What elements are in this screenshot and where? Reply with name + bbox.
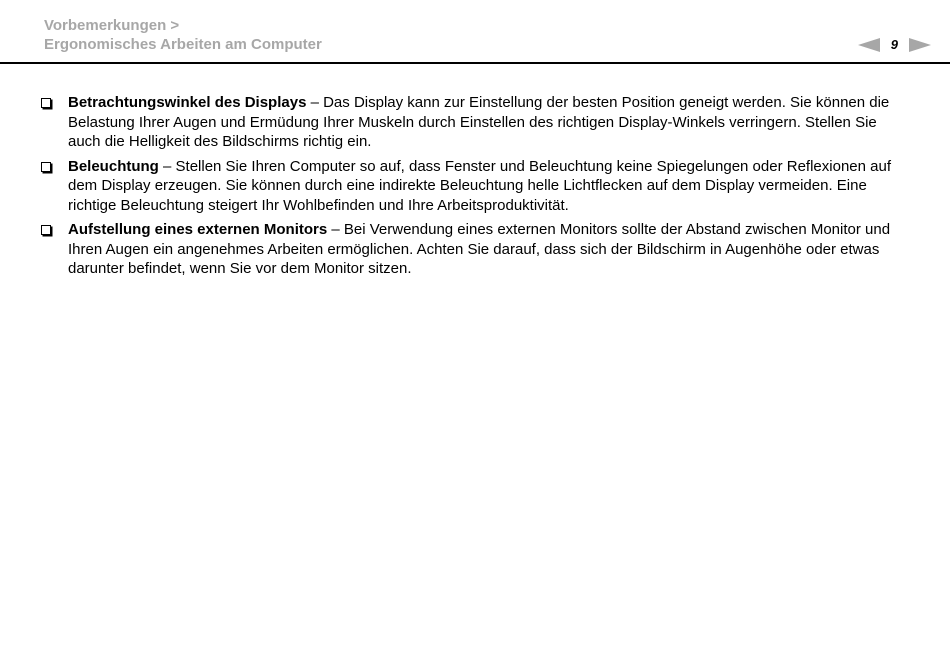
- checkbox-bullet-icon: [41, 98, 51, 108]
- item-text: – Das Display kann zur Einstellung der besten Position geneigt werden. Sie können die Belastung Ihrer Augen und Ermüdung Ihrer Muskeln durch Einstellen des richtigen Display-Winkels verringern. Stellen Sie auch die Helligkeit des Bildschirms richtig ein.: [68, 94, 890, 150]
- previous-page-icon[interactable]: [858, 38, 880, 52]
- item-term: Betrachtungswinkel des Displays: [68, 94, 307, 111]
- list-item: [40, 157, 908, 216]
- page-number: 9: [890, 37, 898, 52]
- item-text: – Bei Verwendung eines externen Monitors sollte der Abstand zwischen Monitor und Ihren Augen ein angenehmes Arbeiten ermöglichen. Achten Sie darauf, dass sich der Bildschirm in Augenhöhe oder etwas darunter befindet, wenn Sie vor dem Monitor sitzen.: [68, 221, 891, 277]
- page-header: [0, 0, 950, 63]
- item-term: Beleuchtung: [68, 157, 159, 175]
- item-text: – Stellen Sie Ihren Computer so auf, dass Fenster und Beleuchtung keine Spiegelungen oder Reflexionen auf dem Display erzeugen. Sie können durch eine indirekte Beleuchtung helle Lichtflecken auf dem Display vermeiden. Eine richtige Beleuchtung steigert Ihr Wohlbefinden und Ihre Arbeitsproduktivität.: [68, 157, 891, 214]
- breadcrumb-parent[interactable]: Vorbemerkungen >: [44, 17, 180, 34]
- list-item: [40, 220, 908, 279]
- list-item: [40, 93, 908, 152]
- item-term: Aufstellung eines externen Monitors: [68, 221, 328, 238]
- breadcrumb-current[interactable]: Ergonomisches Arbeiten am Computer: [44, 36, 322, 53]
- checkbox-bullet-icon: [41, 225, 51, 235]
- checkbox-bullet-icon: [41, 162, 51, 172]
- breadcrumb: [44, 16, 322, 54]
- header-divider: [0, 62, 950, 64]
- bullet-list: [40, 93, 908, 284]
- next-page-icon[interactable]: [909, 38, 931, 52]
- page-navigation: [858, 37, 931, 53]
